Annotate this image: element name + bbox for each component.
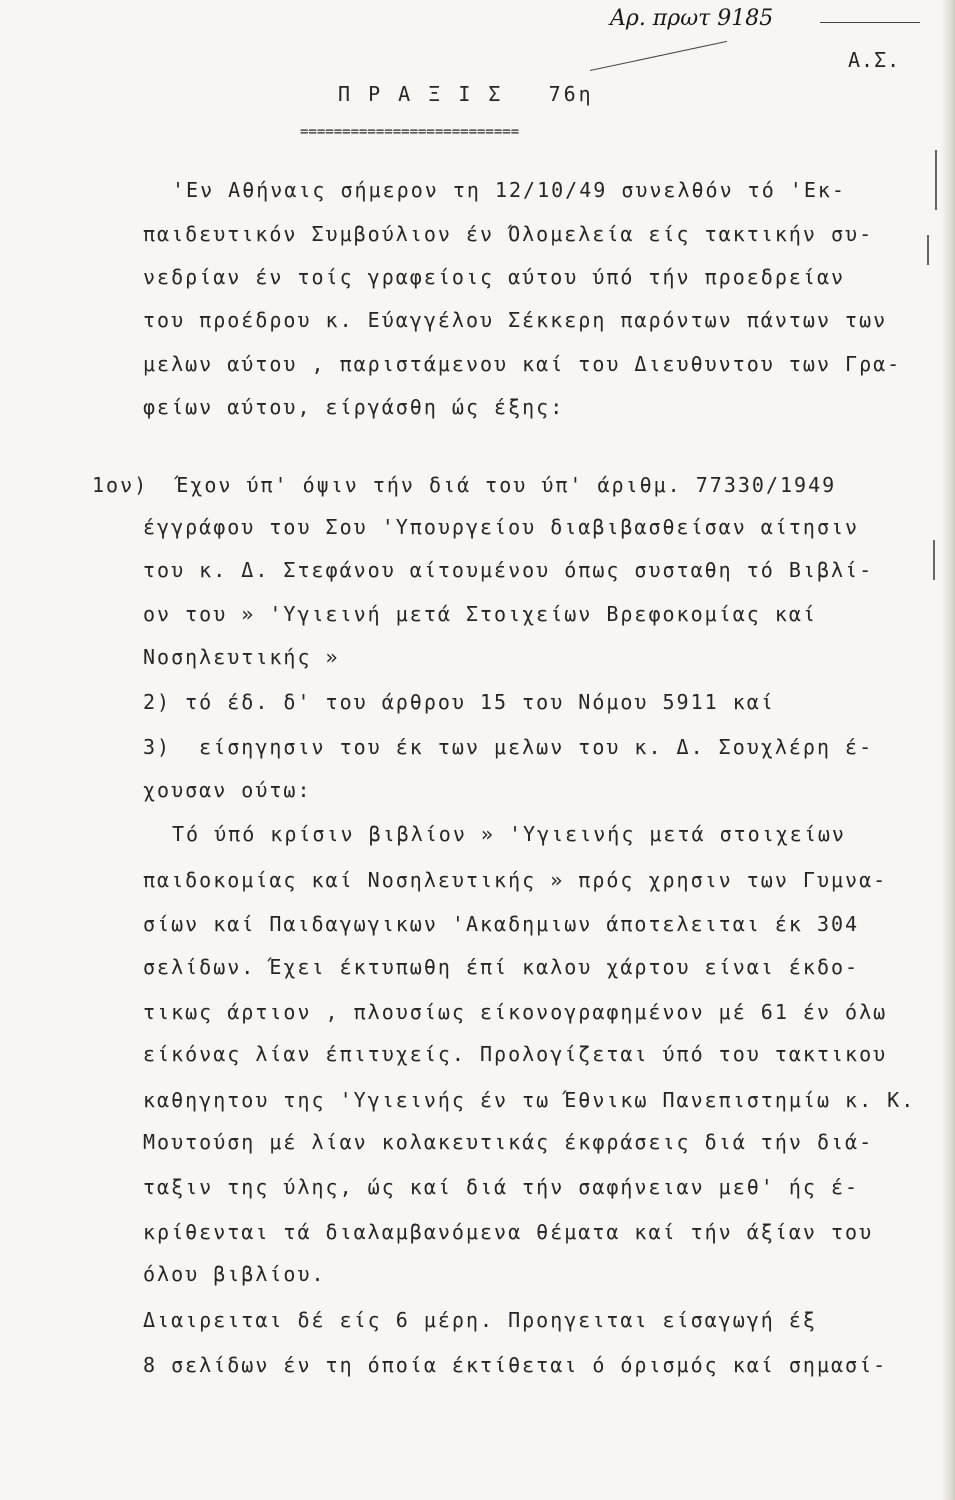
body-line-6: φείων αύτου, είργάσθη ώς έξης:: [143, 395, 565, 419]
margin-tick: [933, 540, 935, 580]
body-line-20: είκόνας λίαν έπιτυχείς. Προλογίζεται ύπό του τακτικου: [143, 1042, 888, 1066]
body-line-1: 'Εν Αθήναις σήμερον τη 12/10/49 συνελθόν τό 'Εκ-: [172, 178, 846, 202]
title-underline: ==========================: [300, 124, 520, 140]
margin-tick: [927, 235, 929, 265]
body-line-16: παιδοκομίας καί Νοσηλευτικής » πρός χρησιν των Γυμνα-: [143, 868, 888, 892]
body-line-19: τικως άρτιον , πλουσίως είκονογραφημένον μέ 61 έν όλω: [143, 1000, 888, 1024]
document-title: Π Ρ Α Ξ Ι Σ 76η: [338, 82, 594, 106]
body-line-11: Νοσηλευτικής »: [143, 645, 340, 669]
margin-tick: [935, 150, 937, 210]
body-line-18: σελίδων. Έχει έκτυπωθη έπί καλου χάρτου είναι έκδο-: [143, 955, 860, 979]
body-line-24: κρίθενται τά διαλαμβανόμενα θέματα καί τήν άξίαν του: [143, 1220, 874, 1244]
handwritten-rule: [820, 22, 920, 23]
body-line-12: 2) τό έδ. δ' του άρθρου 15 του Νόμου 5911 καί: [143, 690, 775, 714]
body-line-17: σίων καί Παιδαγωγικων 'Ακαδημιων άποτελειται έκ 304: [143, 912, 860, 936]
body-line-9: του κ. Δ. Στεφάνου αίτουμένου όπως συσταθη τό Βιβλί-: [143, 558, 874, 582]
body-line-2: παιδευτικόν Συμβούλιον έν Όλομελεία είς τακτικήν συ-: [143, 222, 874, 246]
body-line-10: ον του » 'Υγιεινή μετά Στοιχείων Βρεφοκομίας καί: [143, 602, 817, 626]
body-line-22: Μουτούση μέ λίαν κολακευτικάς έκφράσεις διά τήν διά-: [143, 1130, 874, 1154]
body-line-21: καθηγητου της 'Υγιεινής έν τω Έθνικω Πανεπιστημίω κ. Κ.: [143, 1088, 916, 1112]
body-line-26: Διαιρειται δέ είς 6 μέρη. Προηγειται είσαγωγή έξ: [143, 1308, 817, 1332]
body-line-23: ταξιν της ύλης, ώς καί διά τήν σαφήνειαν μεθ' ής έ-: [143, 1175, 860, 1199]
body-line-25: όλου βιβλίου.: [143, 1262, 326, 1286]
handwritten-stroke: [590, 41, 727, 71]
body-line-5: μελων αύτου , παριστάμενου καί του Διευθυντου των Γρα-: [143, 352, 902, 376]
body-line-15: Τό ύπό κρίσιν βιβλίον » 'Υγιεινής μετά στοιχείων: [172, 822, 846, 846]
body-line-14: χουσαν ούτω:: [143, 778, 312, 802]
body-line-4: του προέδρου κ. Εύαγγέλου Σέκκερη παρόντων πάντων των: [143, 308, 888, 332]
page-edge-shadow: [941, 0, 955, 1500]
body-line-3: νεδρίαν έν τοίς γραφείοις αύτου ύπό τήν προεδρείαν: [143, 265, 846, 289]
body-line-7: 1ον) Έχον ύπ' όψιν τήν διά του ύπ' άριθμ. 77330/1949: [92, 473, 837, 497]
body-line-8: έγγράφου του Σου 'Υπουργείου διαβιβασθείσαν αίτησιν: [143, 515, 860, 539]
handwritten-reference: Αρ. πρωτ 9185: [610, 6, 774, 31]
body-line-27: 8 σελίδων έν τη όποία έκτίθεται ό όρισμός καί σημασί-: [143, 1353, 888, 1377]
body-line-13: 3) είσηγησιν του έκ των μελων του κ. Δ. Σουχλέρη έ-: [143, 735, 874, 759]
corner-initials: Α.Σ.: [848, 48, 901, 72]
